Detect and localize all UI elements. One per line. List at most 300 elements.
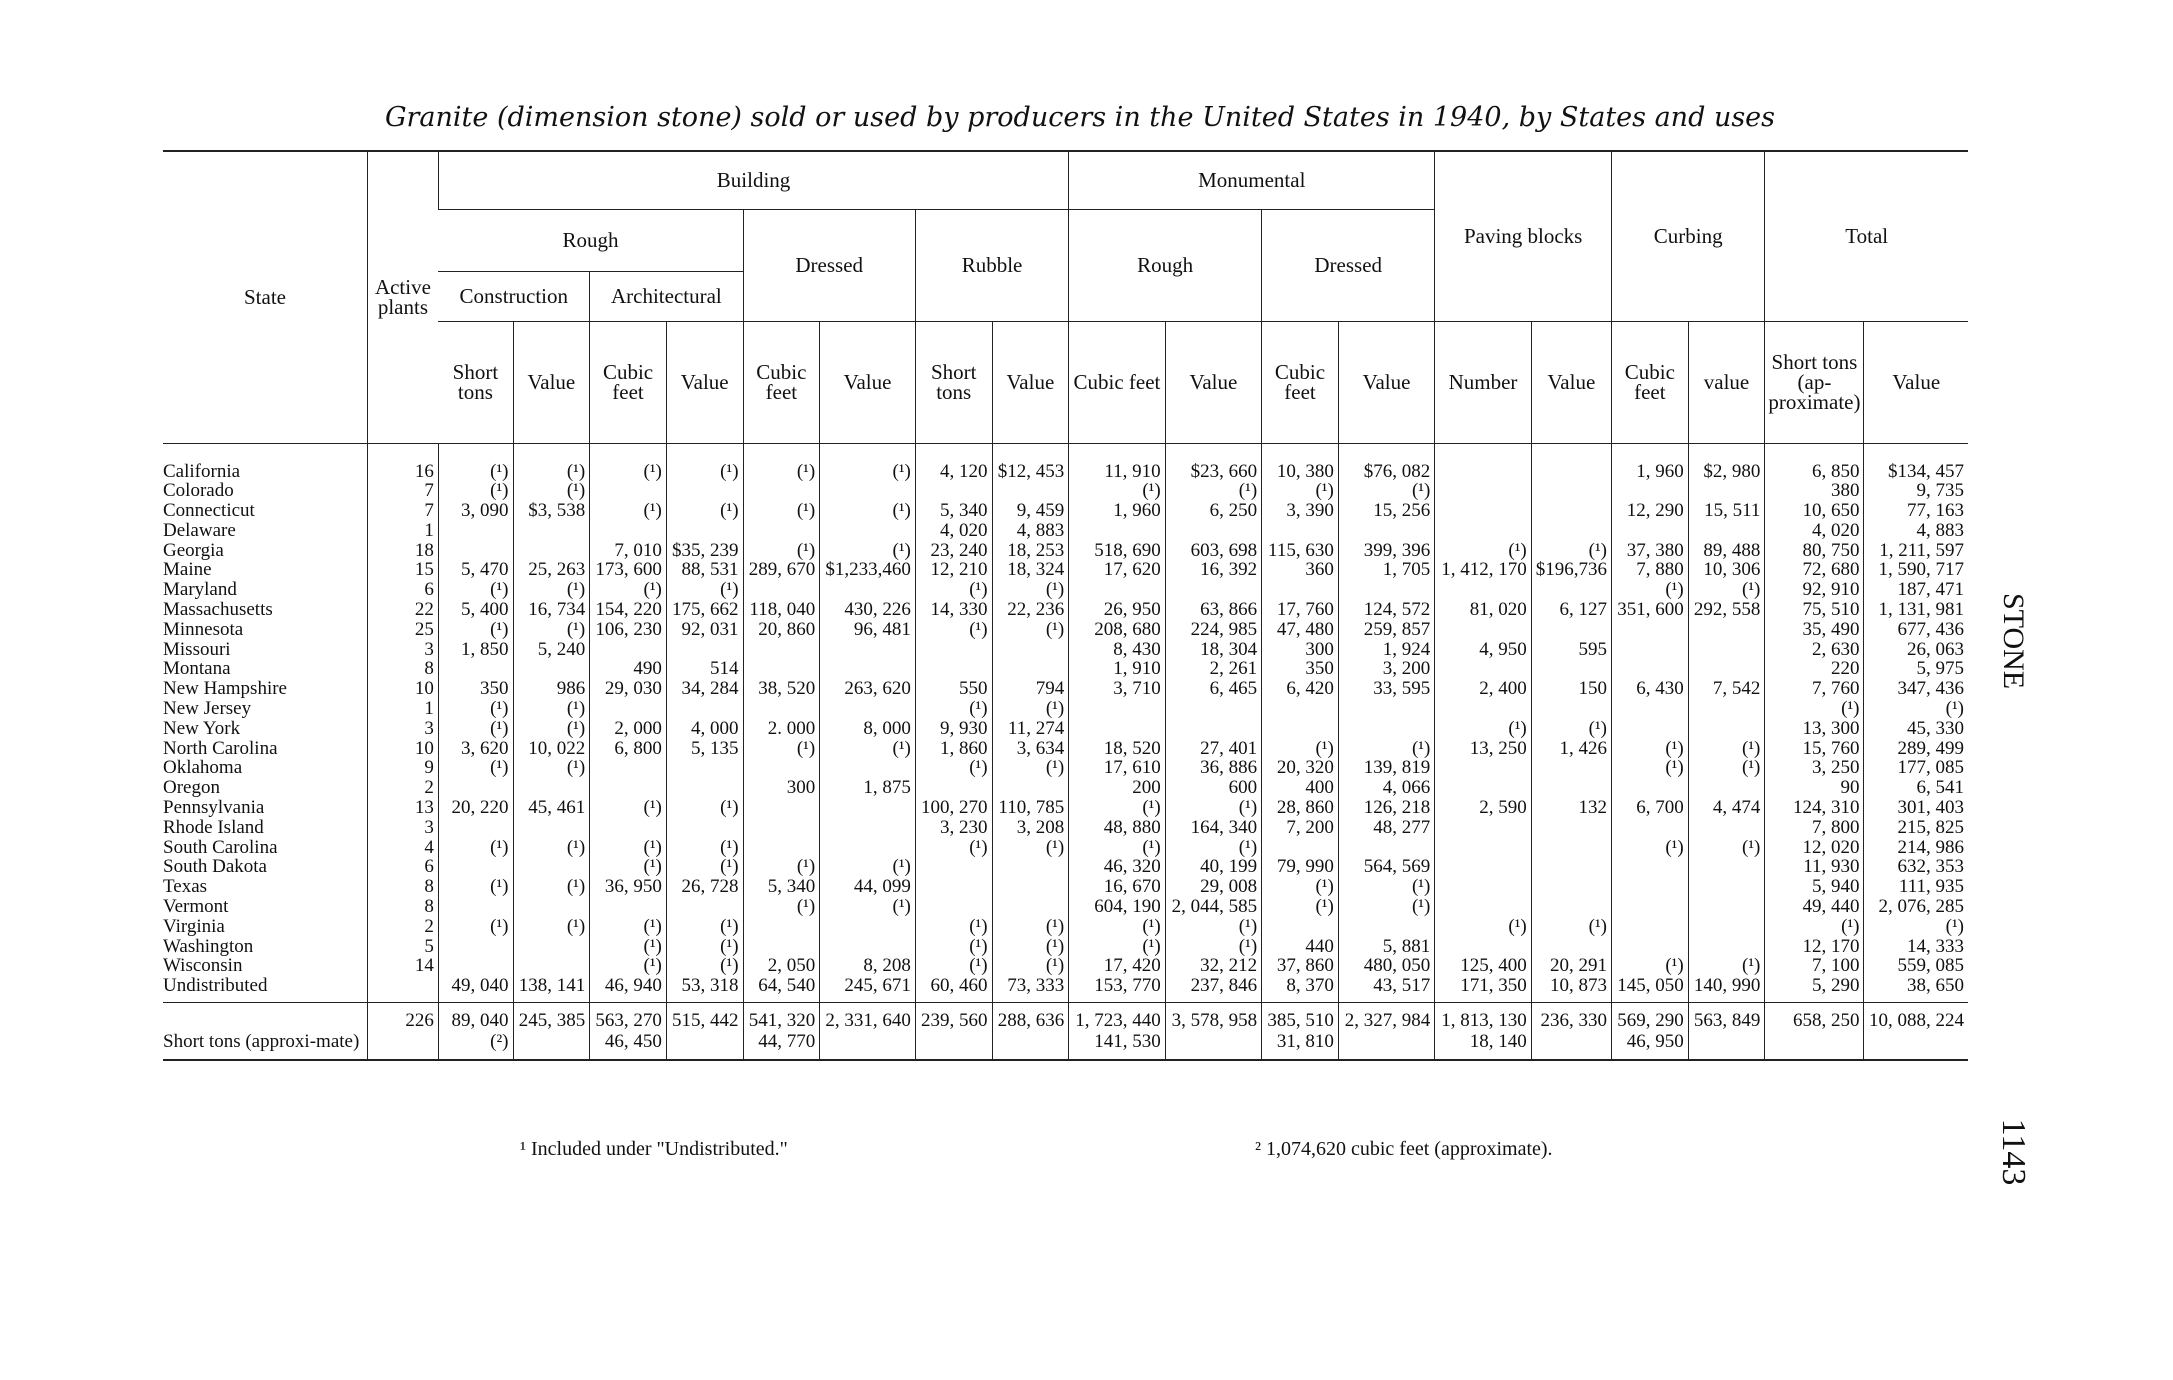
table-cell: 1, 705	[1338, 560, 1434, 580]
table-cell: 5, 400	[438, 600, 513, 620]
table-cell: (¹)	[1612, 758, 1689, 778]
table-cell: 17, 610	[1069, 758, 1165, 778]
table-cell	[915, 481, 992, 501]
table-cell: 20, 320	[1262, 758, 1339, 778]
table-cell: 40, 199	[1165, 857, 1261, 877]
table-cell: (¹)	[1262, 481, 1339, 501]
table-cell: 604, 190	[1069, 897, 1165, 917]
table-cell	[820, 521, 916, 541]
header-architectural: Architectural	[590, 271, 743, 321]
table-cell: 5, 290	[1765, 976, 1864, 1002]
table-cell: (¹)	[438, 838, 513, 858]
table-cell	[1262, 699, 1339, 719]
table-cell	[1612, 620, 1689, 640]
table-cell: 3, 634	[992, 739, 1069, 759]
table-cell: (¹)	[992, 917, 1069, 937]
table-cell	[1435, 937, 1531, 957]
table-cell: 10, 650	[1765, 501, 1864, 521]
table-cell: 48, 880	[1069, 818, 1165, 838]
table-cell	[1262, 580, 1339, 600]
table-cell: 49, 440	[1765, 897, 1864, 917]
table-cell	[743, 937, 820, 957]
table-cell: $3, 538	[513, 501, 590, 521]
table-cell	[1531, 521, 1611, 541]
table-cell	[1688, 620, 1765, 640]
row-label: New Jersey	[163, 699, 252, 719]
table-cell: 18, 324	[992, 560, 1069, 580]
table-cell: 220	[1765, 659, 1864, 679]
column-header: Cubic feet	[743, 321, 820, 443]
table-cell	[513, 1031, 590, 1060]
table-cell: (¹)	[1262, 877, 1339, 897]
table-cell	[590, 481, 667, 501]
table-cell	[513, 659, 590, 679]
table-cell: 4, 950	[1435, 640, 1531, 660]
table-cell: (¹)	[513, 443, 590, 481]
table-cell	[1688, 719, 1765, 739]
table-cell: 5, 340	[743, 877, 820, 897]
table-cell: 31, 810	[1262, 1031, 1339, 1060]
table-cell: (¹)	[438, 481, 513, 501]
table-cell: 8, 000	[820, 719, 916, 739]
table-cell	[1435, 758, 1531, 778]
table-cell: (¹)	[438, 719, 513, 739]
table-cell: 226	[368, 1003, 439, 1031]
table-cell: (¹)	[1688, 739, 1765, 759]
table-cell: 29, 008	[1165, 877, 1261, 897]
table-cell: 100, 270	[915, 798, 992, 818]
table-cell: 8, 370	[1262, 976, 1339, 1002]
table-cell	[1531, 620, 1611, 640]
table-cell	[992, 1031, 1069, 1060]
table-cell	[513, 956, 590, 976]
table-cell: (¹)	[513, 758, 590, 778]
row-label: Montana	[163, 659, 231, 680]
table-cell	[513, 818, 590, 838]
table-row	[163, 1031, 1968, 1060]
table-cell: 2. 000	[743, 719, 820, 739]
section-label: STONE	[1997, 593, 2030, 690]
table-cell	[1688, 699, 1765, 719]
table-cell: (¹)	[590, 956, 667, 976]
header-building-rough: Rough	[438, 209, 743, 271]
table-cell: (¹)	[590, 857, 667, 877]
table-cell: 28, 860	[1262, 798, 1339, 818]
table-cell: $134, 457	[1864, 443, 1968, 481]
table-cell: 3, 710	[1069, 679, 1165, 699]
table-cell: 289, 670	[743, 560, 820, 580]
table-cell: 11, 930	[1765, 857, 1864, 877]
table-cell: 139, 819	[1338, 758, 1434, 778]
table-cell: 301, 403	[1864, 798, 1968, 818]
table-row	[163, 443, 1968, 481]
table-cell	[1069, 521, 1165, 541]
granite-table	[163, 150, 1968, 1061]
table-cell: 350	[438, 679, 513, 699]
table-cell: (¹)	[820, 501, 916, 521]
table-cell	[1435, 620, 1531, 640]
table-cell	[743, 917, 820, 937]
table-cell: 9, 930	[915, 719, 992, 739]
table-cell: 1, 813, 130	[1435, 1003, 1531, 1031]
table-cell	[1435, 521, 1531, 541]
row-label: Georgia	[163, 540, 224, 561]
table-cell: (¹)	[743, 897, 820, 917]
table-cell: 10, 873	[1531, 976, 1611, 1002]
table-cell: 14, 333	[1864, 937, 1968, 957]
table-cell: (¹)	[743, 443, 820, 481]
table-cell: 10, 088, 224	[1864, 1003, 1968, 1031]
table-cell: (¹)	[992, 699, 1069, 719]
table-cell: 29, 030	[590, 679, 667, 699]
table-cell	[1688, 877, 1765, 897]
table-cell: 1	[368, 699, 439, 719]
table-cell	[438, 659, 513, 679]
table-cell	[1688, 1031, 1765, 1060]
table-cell	[1338, 719, 1434, 739]
table-cell: 36, 950	[590, 877, 667, 897]
table-cell: 300	[1262, 640, 1339, 660]
table-cell	[1531, 897, 1611, 917]
table-cell	[590, 897, 667, 917]
table-cell	[1262, 521, 1339, 541]
table-cell	[992, 481, 1069, 501]
table-cell: 1, 875	[820, 778, 916, 798]
table-cell: (¹)	[438, 758, 513, 778]
table-cell	[666, 481, 743, 501]
table-cell: 49, 040	[438, 976, 513, 1002]
table-cell	[820, 798, 916, 818]
header-building: Building	[438, 151, 1068, 209]
table-cell: $35, 239	[666, 541, 743, 561]
table-cell: (¹)	[1765, 917, 1864, 937]
table-cell: 11, 274	[992, 719, 1069, 739]
header-curbing: Curbing	[1612, 151, 1765, 321]
table-cell: (¹)	[1612, 739, 1689, 759]
table-cell: (¹)	[1531, 917, 1611, 937]
table-header	[163, 151, 1968, 443]
table-cell: 18, 520	[1069, 739, 1165, 759]
header-building-dressed: Dressed	[743, 209, 915, 321]
table-cell: 7, 880	[1612, 560, 1689, 580]
column-header: Cubic feet	[1612, 321, 1689, 443]
table-cell: (¹)	[1612, 580, 1689, 600]
header-total: Total	[1765, 151, 1968, 321]
table-cell: (¹)	[666, 443, 743, 481]
table-cell: 1, 412, 170	[1435, 560, 1531, 580]
table-cell	[1688, 857, 1765, 877]
table-cell: (¹)	[1069, 798, 1165, 818]
table-cell: (¹)	[1069, 481, 1165, 501]
table-cell	[666, 1031, 743, 1060]
table-cell: 45, 461	[513, 798, 590, 818]
table-cell	[1435, 580, 1531, 600]
table-cell: 8	[368, 659, 439, 679]
table-cell: 81, 020	[1435, 600, 1531, 620]
table-cell: 6, 127	[1531, 600, 1611, 620]
table-cell	[666, 778, 743, 798]
table-cell: 14, 330	[915, 600, 992, 620]
table-row	[163, 956, 1968, 976]
table-cell	[368, 1031, 439, 1060]
table-cell	[1612, 937, 1689, 957]
table-cell: 259, 857	[1338, 620, 1434, 640]
table-cell: 3, 200	[1338, 659, 1434, 679]
table-cell: $76, 082	[1338, 443, 1434, 481]
table-cell: 12, 170	[1765, 937, 1864, 957]
table-cell: (¹)	[590, 838, 667, 858]
table-cell: (¹)	[1688, 580, 1765, 600]
table-row	[163, 699, 1968, 719]
table-cell: 3, 208	[992, 818, 1069, 838]
table-cell	[915, 778, 992, 798]
table-cell: 12, 290	[1612, 501, 1689, 521]
table-cell: 17, 420	[1069, 956, 1165, 976]
table-cell: 3	[368, 818, 439, 838]
table-cell	[1688, 937, 1765, 957]
table-cell: 75, 510	[1765, 600, 1864, 620]
table-cell: 46, 940	[590, 976, 667, 1002]
table-cell: 5, 135	[666, 739, 743, 759]
table-cell: 2, 630	[1765, 640, 1864, 660]
table-cell: 347, 436	[1864, 679, 1968, 699]
table-cell: 559, 085	[1864, 956, 1968, 976]
table-cell: 89, 040	[438, 1003, 513, 1031]
table-cell: 2, 050	[743, 956, 820, 976]
table-cell: 73, 333	[992, 976, 1069, 1002]
table-cell	[1435, 778, 1531, 798]
column-header: Number	[1435, 321, 1531, 443]
table-cell	[992, 897, 1069, 917]
table-row	[163, 1003, 1968, 1031]
table-cell	[820, 818, 916, 838]
table-cell: 13, 250	[1435, 739, 1531, 759]
table-row	[163, 481, 1968, 501]
table-cell: 13	[368, 798, 439, 818]
table-cell: 2, 261	[1165, 659, 1261, 679]
table-cell	[915, 857, 992, 877]
table-cell	[1531, 580, 1611, 600]
table-cell: 77, 163	[1864, 501, 1968, 521]
table-cell: 400	[1262, 778, 1339, 798]
table-cell: (¹)	[743, 857, 820, 877]
table-cell: 6, 850	[1765, 443, 1864, 481]
table-cell: 6, 700	[1612, 798, 1689, 818]
table-cell: 92, 910	[1765, 580, 1864, 600]
footnote-2: ² 1,074,620 cubic feet (approximate).	[1255, 1138, 1553, 1160]
table-cell: 200	[1069, 778, 1165, 798]
table-cell	[666, 521, 743, 541]
table-cell	[438, 937, 513, 957]
table-cell: (¹)	[992, 620, 1069, 640]
table-cell: 214, 986	[1864, 838, 1968, 858]
column-header: value	[1688, 321, 1765, 443]
table-cell: 173, 600	[590, 560, 667, 580]
table-cell: 6, 430	[1612, 679, 1689, 699]
table-cell: 237, 846	[1165, 976, 1261, 1002]
table-cell	[1069, 699, 1165, 719]
table-row	[163, 560, 1968, 580]
table-cell: 96, 481	[820, 620, 916, 640]
table-cell	[1612, 659, 1689, 679]
table-cell: 3	[368, 719, 439, 739]
table-cell: 125, 400	[1435, 956, 1531, 976]
table-cell	[1531, 758, 1611, 778]
table-cell: 430, 226	[820, 600, 916, 620]
table-cell	[1435, 443, 1531, 481]
table-cell: 132	[1531, 798, 1611, 818]
table-cell	[1165, 580, 1261, 600]
row-label: California	[163, 460, 241, 482]
table-cell: 106, 230	[590, 620, 667, 640]
table-cell	[1435, 877, 1531, 897]
table-cell: (¹)	[438, 699, 513, 719]
table-cell	[1612, 699, 1689, 719]
table-cell	[1612, 778, 1689, 798]
column-header: Value	[1531, 321, 1611, 443]
table-cell: 12, 020	[1765, 838, 1864, 858]
table-cell: 36, 886	[1165, 758, 1261, 778]
table-cell: 10	[368, 679, 439, 699]
table-cell: 515, 442	[666, 1003, 743, 1031]
table-cell: $1,233,460	[820, 560, 916, 580]
table-row	[163, 620, 1968, 640]
table-cell: 7, 100	[1765, 956, 1864, 976]
row-label: Wisconsin	[163, 956, 243, 977]
table-cell: (¹)	[666, 501, 743, 521]
table-cell: 2, 590	[1435, 798, 1531, 818]
table-cell: 3, 390	[1262, 501, 1339, 521]
table-row	[163, 897, 1968, 917]
row-label	[163, 1003, 368, 1031]
table-cell	[915, 897, 992, 917]
table-cell	[992, 640, 1069, 660]
table-cell: 15	[368, 560, 439, 580]
table-cell: 88, 531	[666, 560, 743, 580]
table-row	[163, 778, 1968, 798]
table-cell: 20, 220	[438, 798, 513, 818]
table-cell: (¹)	[820, 541, 916, 561]
column-header: Value	[1165, 321, 1261, 443]
table-cell: 16, 392	[1165, 560, 1261, 580]
table-cell: 153, 770	[1069, 976, 1165, 1002]
table-row	[163, 541, 1968, 561]
table-cell	[1262, 917, 1339, 937]
table-cell: 5	[368, 937, 439, 957]
table-cell	[1262, 838, 1339, 858]
table-cell: $196,736	[1531, 560, 1611, 580]
table-cell	[438, 541, 513, 561]
row-label: Undistributed	[163, 976, 268, 997]
table-totals	[163, 1003, 1968, 1060]
table-cell: 3, 250	[1765, 758, 1864, 778]
table-cell: (¹)	[513, 917, 590, 937]
table-cell: $23, 660	[1165, 443, 1261, 481]
table-cell	[915, 640, 992, 660]
table-cell	[743, 818, 820, 838]
row-label: Massachusetts	[163, 600, 273, 620]
table-cell: 11, 910	[1069, 443, 1165, 481]
table-cell: (¹)	[438, 443, 513, 481]
table-cell: 17, 620	[1069, 560, 1165, 580]
table-cell: (¹)	[915, 838, 992, 858]
row-label: Connecticut	[163, 501, 255, 521]
row-label: South Dakota	[163, 857, 267, 878]
table-cell: 12, 210	[915, 560, 992, 580]
table-cell: 138, 141	[513, 976, 590, 1002]
table-cell: 8	[368, 877, 439, 897]
table-cell	[1531, 877, 1611, 897]
table-cell	[1531, 501, 1611, 521]
table-cell	[1531, 481, 1611, 501]
table-cell	[820, 917, 916, 937]
table-cell	[666, 897, 743, 917]
table-cell	[1069, 719, 1165, 739]
table-cell	[1688, 659, 1765, 679]
table-cell: 4, 000	[666, 719, 743, 739]
table-cell: (¹)	[1165, 481, 1261, 501]
table-cell	[1612, 857, 1689, 877]
table-cell: 25, 263	[513, 560, 590, 580]
table-cell: 7, 760	[1765, 679, 1864, 699]
table-cell: 126, 218	[1338, 798, 1434, 818]
table-cell: 2, 331, 640	[820, 1003, 916, 1031]
table-row	[163, 501, 1968, 521]
table-cell: (¹)	[1688, 758, 1765, 778]
table-row	[163, 758, 1968, 778]
table-cell	[1765, 1031, 1864, 1060]
footnote-1: ¹ Included under "Undistributed."	[520, 1138, 788, 1160]
table-cell	[743, 659, 820, 679]
table-cell: 1, 590, 717	[1864, 560, 1968, 580]
table-cell: 5, 940	[1765, 877, 1864, 897]
table-cell: (¹)	[590, 937, 667, 957]
header-paving-blocks: Paving blocks	[1435, 151, 1612, 321]
table-cell: (¹)	[438, 877, 513, 897]
table-cell: (¹)	[438, 580, 513, 600]
column-header: Value	[666, 321, 743, 443]
row-label: Maryland	[163, 580, 237, 601]
table-cell: 7	[368, 481, 439, 501]
table-cell	[438, 857, 513, 877]
table-cell: 10	[368, 739, 439, 759]
table-cell: 1, 960	[1612, 443, 1689, 481]
table-cell: 6, 250	[1165, 501, 1261, 521]
table-cell: 2, 000	[590, 719, 667, 739]
table-cell: 89, 488	[1688, 541, 1765, 561]
table-cell: 4	[368, 838, 439, 858]
table-cell	[1612, 640, 1689, 660]
table-cell	[743, 580, 820, 600]
table-cell: 288, 636	[992, 1003, 1069, 1031]
table-cell	[1531, 659, 1611, 679]
table-cell: 518, 690	[1069, 541, 1165, 561]
table-cell: (¹)	[915, 917, 992, 937]
row-label: Washington	[163, 936, 254, 957]
table-cell: 360	[1262, 560, 1339, 580]
header-monumental-dressed: Dressed	[1262, 209, 1435, 321]
table-cell	[438, 897, 513, 917]
table-cell: (¹)	[590, 580, 667, 600]
table-cell: 110, 785	[992, 798, 1069, 818]
table-cell: (¹)	[1688, 838, 1765, 858]
table-cell: (¹)	[1435, 917, 1531, 937]
table-cell: 9, 735	[1864, 481, 1968, 501]
table-cell: 2	[368, 778, 439, 798]
table-cell: (¹)	[1688, 956, 1765, 976]
table-cell	[666, 818, 743, 838]
table-cell	[820, 580, 916, 600]
